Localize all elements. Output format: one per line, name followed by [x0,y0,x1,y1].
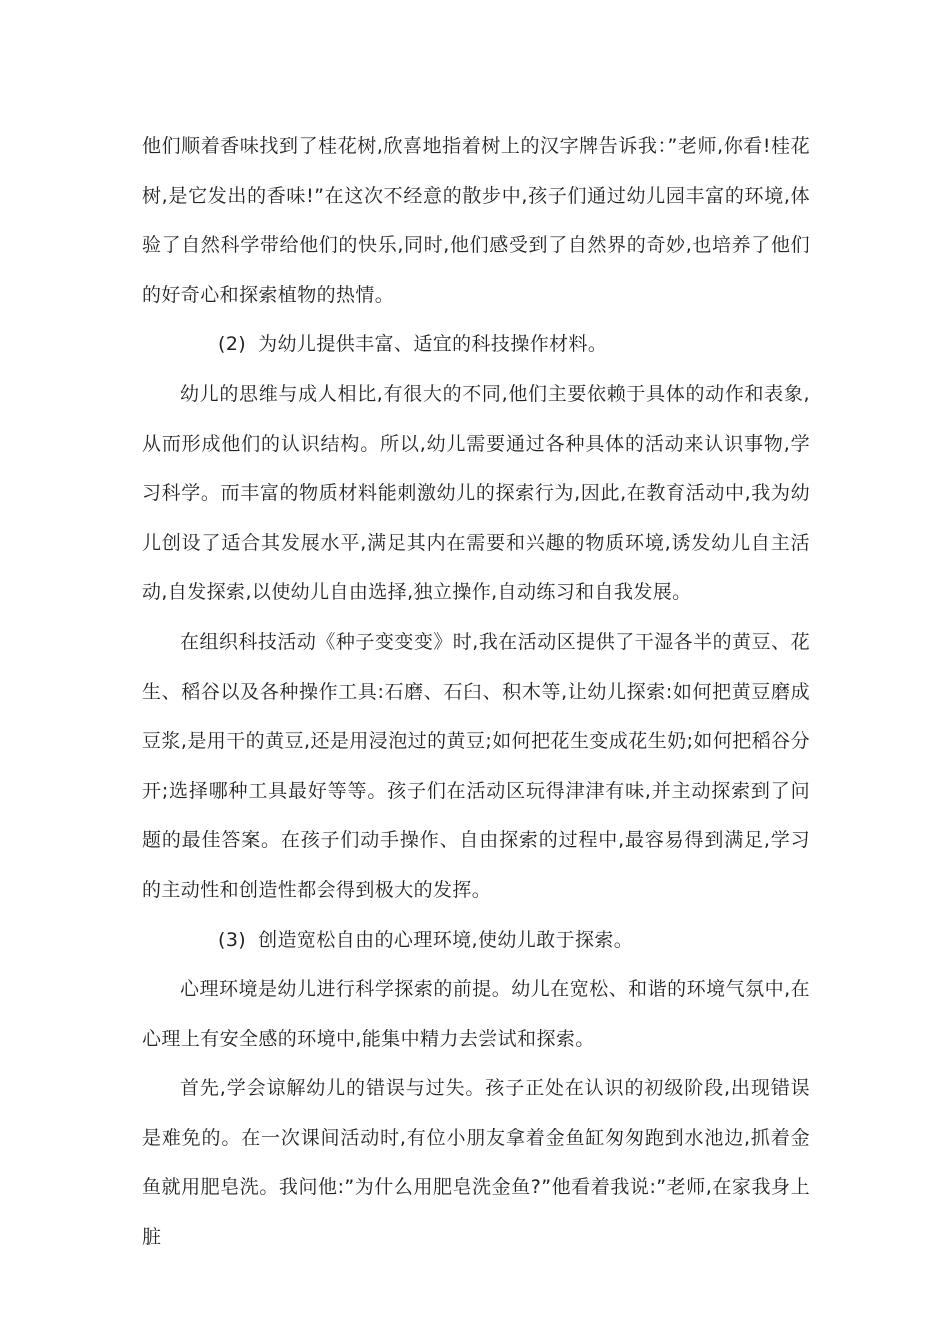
section-number: (3) [218,928,247,951]
section-heading [142,916,810,966]
paragraph: 心理环境是幼儿进行科学探索的前提。幼儿在宽松、和谐的环境气氛中,在心理上有安全感的环境中,能集中精力去尝试和探索。 [142,978,810,1050]
section-title: 创造宽松自由的心理环境,使幼儿敢于探索。 [258,928,634,951]
section-number: (2) [218,333,247,356]
paragraph: 幼儿的思维与成人相比,有很大的不同,他们主要依赖于具体的动作和表象,从而形成他们的认识结构。所以,幼儿需要通过各种具体的活动来认识事物,学习科学。而丰富的物质材料能刺激幼儿的探索行为,因此,在教育活动中,我为幼儿创设了适合其发展水平,满足其内在需要和兴趣的物质环境,诱发幼儿自主活动,自发探索,以使幼儿自由选择,独立操作,自动练习和自我发展。 [142,382,810,604]
paragraph: 在组织科技活动《种子变变变》时,我在活动区提供了干湿各半的黄豆、花生、稻谷以及各种操作工具:石磨、石臼、积木等,让幼儿探索:如何把黄豆磨成豆浆,是用干的黄豆,还是用浸泡过的黄豆;如何把花生变成花生奶;如何把稻谷分开;选择哪种工具最好等等。孩子们在活动区玩得津津有味,并主动探索到了问题的最佳答案。在孩子们动手操作、自由探索的过程中,最容易得到满足,学习的主动性和创造性都会得到极大的发挥。 [142,630,810,901]
paragraph: 他们顺着香味找到了桂花树,欣喜地指着树上的汉字牌告诉我：”老师,你看!桂花树,是它发出的香味!”在这次不经意的散步中,孩子们通过幼儿园丰富的环境,体验了自然科学带给他们的快乐,同时,他们感受到了自然界的奇妙,也培养了他们的好奇心和探索植物的热情。 [142,135,810,306]
section-heading [142,320,810,370]
section-title: 为幼儿提供丰富、适宜的科技操作材料。 [258,333,608,356]
paragraph: 首先,学会谅解幼儿的错误与过失。孩子正处在认识的初级阶段,出现错误是难免的。在一次课间活动时,有位小朋友拿着金鱼缸匆匆跑到水池边,抓着金鱼就用肥皂洗。我问他:”为什么用肥皂洗金鱼?”他看着我说:”老师,在家我身上脏 [142,1077,810,1249]
document-body [142,122,810,1263]
